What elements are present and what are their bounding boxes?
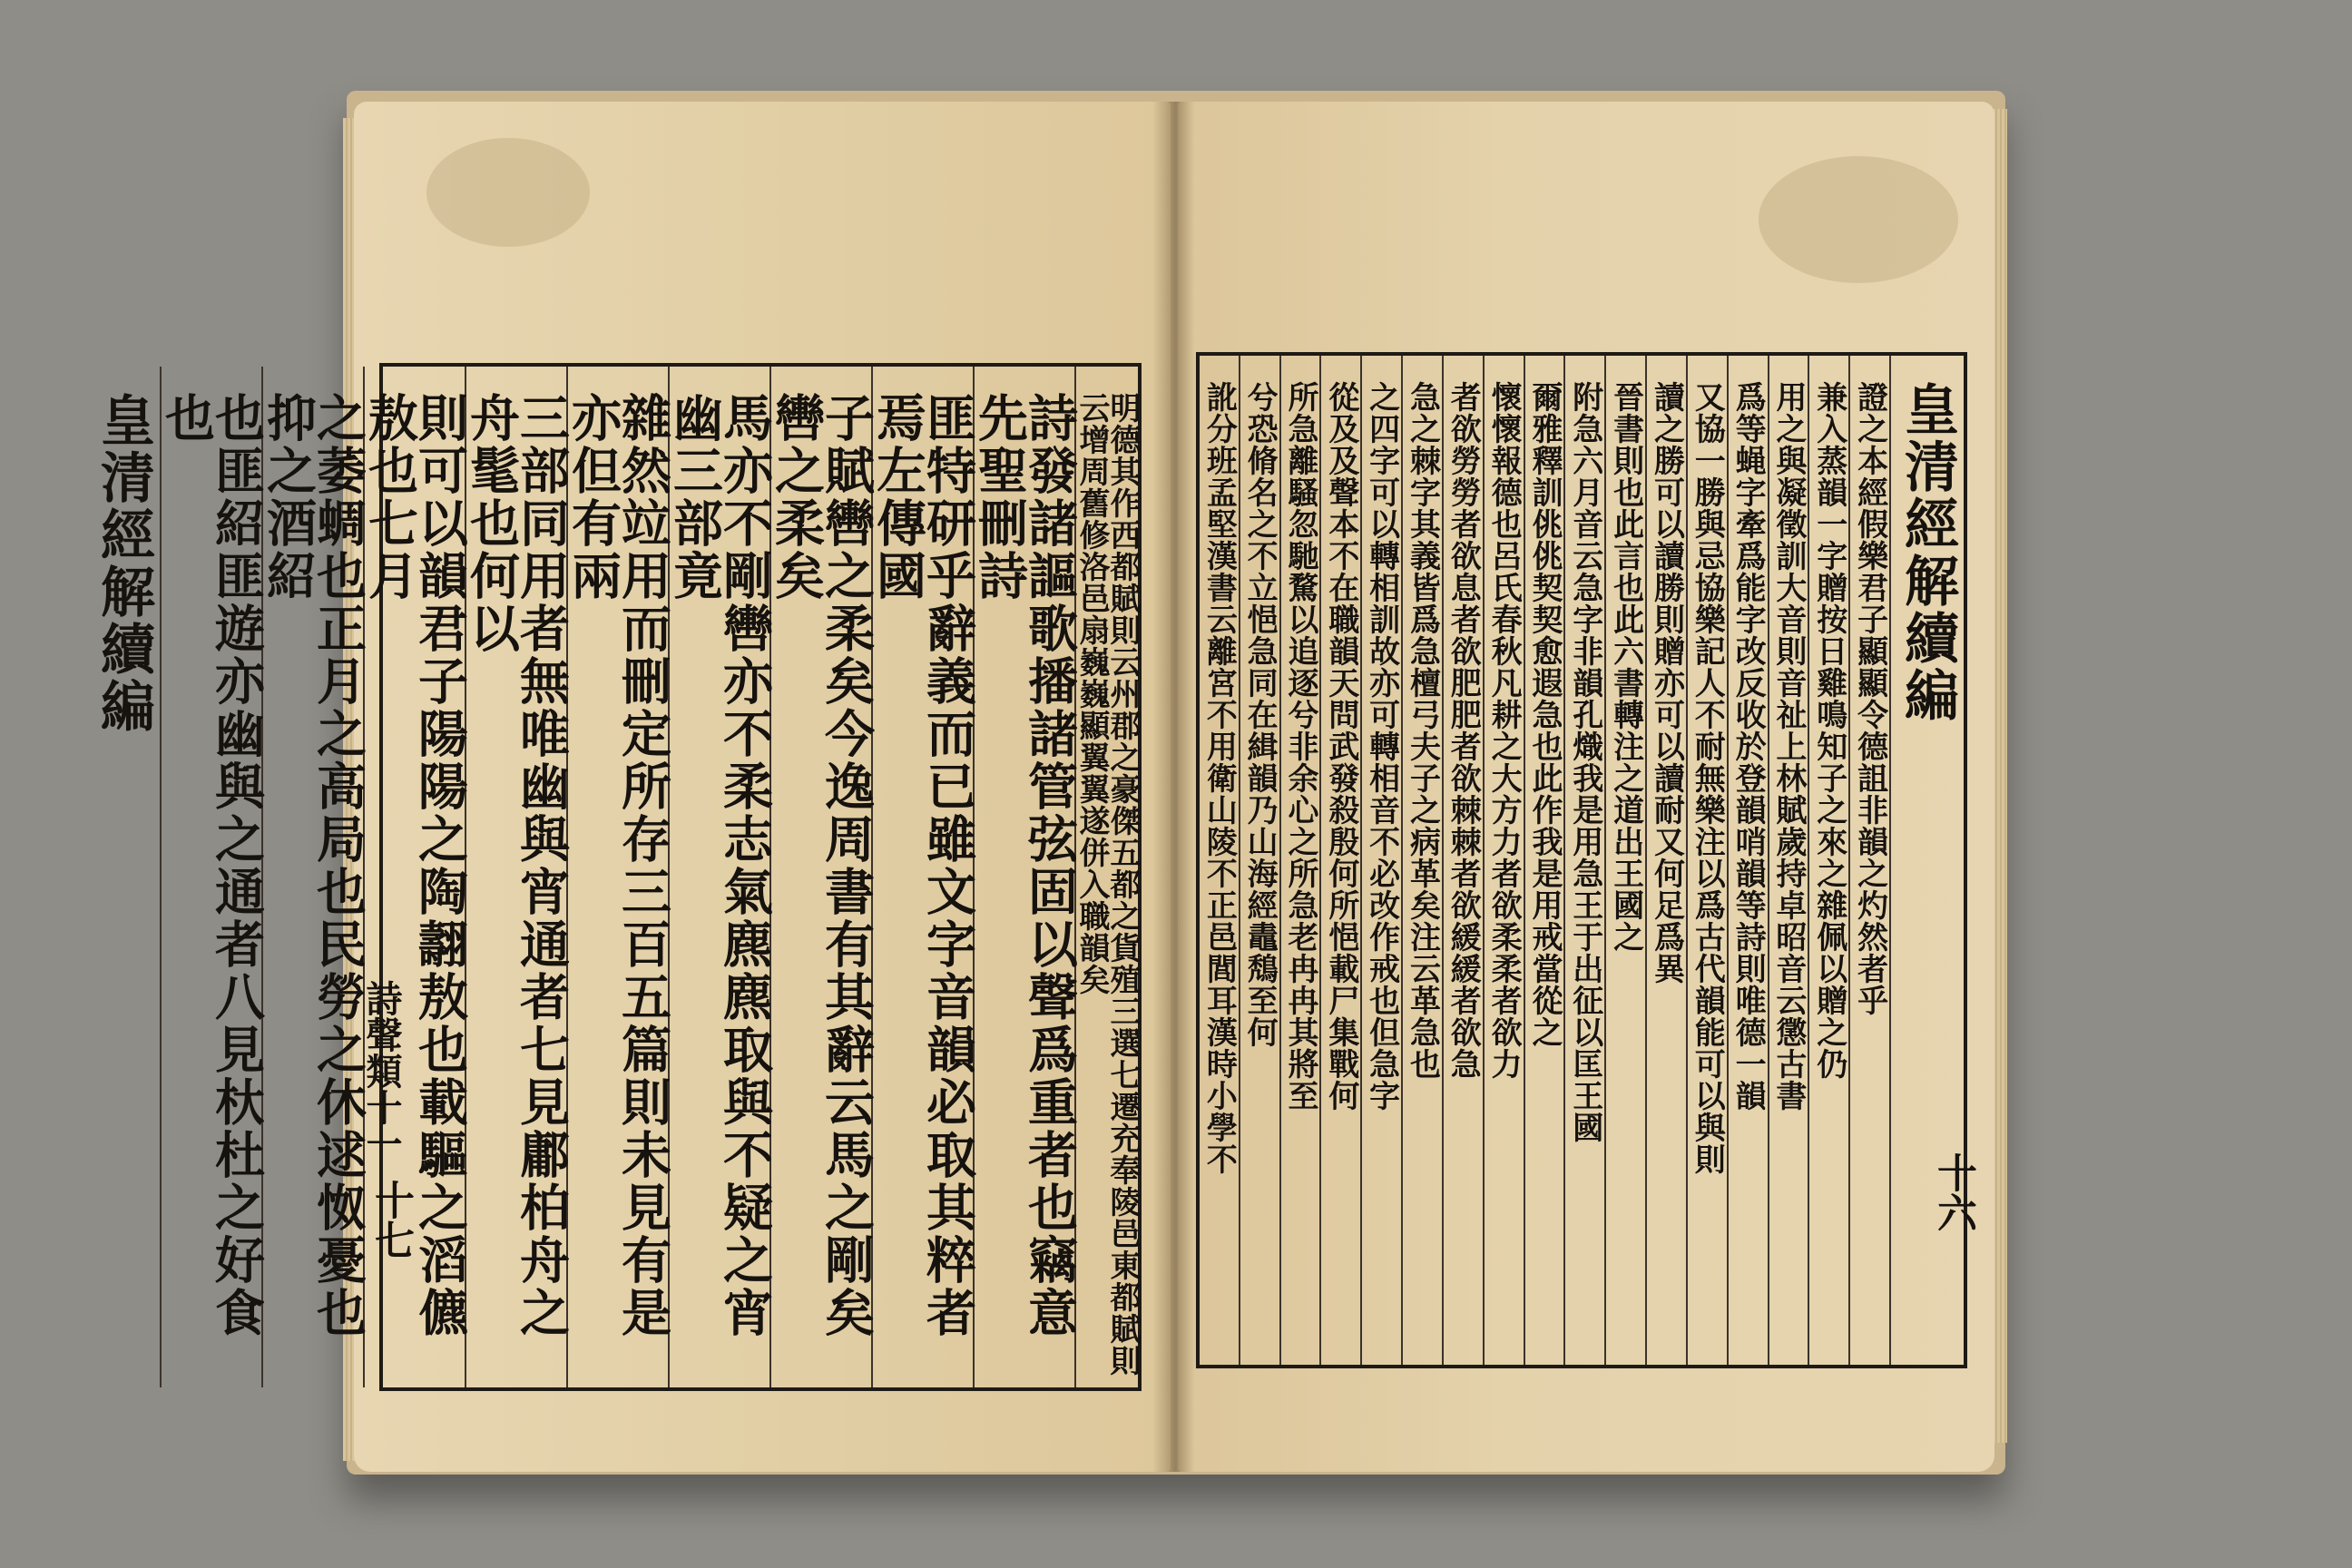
text-column xyxy=(1239,356,1279,1365)
column-text: 匪特研乎辭義而已雖文字音韻必取其粹者焉左傳國 xyxy=(868,392,977,1339)
text-column xyxy=(1645,356,1686,1365)
column-text: 詩發諸謳歌播諸管弦固以聲爲重者也竊意先聖刪詩 xyxy=(970,392,1079,1339)
text-column xyxy=(1319,356,1360,1365)
text-column xyxy=(1808,356,1848,1365)
text-column xyxy=(1524,356,1564,1365)
paper-stain xyxy=(426,138,590,247)
text-column xyxy=(1073,367,1141,1387)
folio-number: 十六 xyxy=(1930,1152,1976,1232)
right-text-frame xyxy=(1196,352,1967,1368)
text-column xyxy=(1848,356,1889,1365)
column-text: 則可以韻君子陽陽之陶翿敖也載驅之滔儦敖也七月 xyxy=(360,392,469,1339)
text-column xyxy=(564,367,672,1387)
text-column xyxy=(1727,356,1768,1365)
text-column xyxy=(970,367,1079,1387)
text-column xyxy=(1200,356,1239,1365)
column-text: 讀之勝可以讀勝則贈亦可以讀耐又何足爲異 xyxy=(1648,381,1685,985)
text-column xyxy=(1401,356,1442,1365)
text-column xyxy=(157,367,266,1387)
text-column xyxy=(767,367,876,1387)
text-column xyxy=(1442,356,1483,1365)
column-text: 者欲勞勞者欲息者欲肥肥者欲棘棘者欲緩緩者欲急 xyxy=(1445,381,1482,1080)
column-text: 所急離騷忽馳騖以追逐兮非余心之所急老冉冉其將至 xyxy=(1281,381,1318,1112)
book-title: 皇清經解續編 xyxy=(92,392,155,735)
column-text: 爾雅釋訓佻佻契契愈遐急也此作我是用戒當從之 xyxy=(1525,381,1563,1048)
column-text: 證之本經假樂君子顯顯令德詛非韻之灼然者乎 xyxy=(1851,381,1888,1016)
column-text: 三部同用者無唯幽與宵通者七見鄘柏舟之舟髦也何以 xyxy=(462,392,571,1339)
column-text: 兼入蒸韻一字贈按日雞鳴知子之來之雜佩以贈之仍 xyxy=(1810,381,1847,1080)
section-label: 詩聲類十一 xyxy=(360,980,403,1161)
text-column xyxy=(1686,356,1727,1365)
column-text: 子賦轡之柔矣今逸周書有其辭云馬之剛矣轡之柔矣 xyxy=(767,392,876,1339)
page-stack-right xyxy=(1993,109,2007,1443)
column-text: 又協一勝與忌協樂記人不耐無樂注以爲古代韻能可以與則 xyxy=(1689,381,1726,1175)
column-text: 之萎蜩也正月之高局也民勞之休逑怓憂也抑之酒紹 xyxy=(259,392,368,1339)
text-column xyxy=(1360,356,1401,1365)
title-column xyxy=(87,367,160,1387)
text-column xyxy=(1483,356,1524,1365)
column-text: 也匪紹匪遊亦幽與之通者八見杕杜之好食也 xyxy=(157,392,266,1339)
paper-stain xyxy=(1759,156,1958,283)
column-text: 明德其作西都賦則云州郡之豪傑五都之貨殖三選七遷充奉陵邑東都賦則云增周舊修洛邑扇巍巍顯翼翼遂併入職韻矣 xyxy=(1073,392,1141,1377)
column-text: 訛分班孟堅漢書云離宮不用衛山陵不正邑閭耳漢時小學不 xyxy=(1200,381,1238,1175)
book-title: 皇清經解續編 xyxy=(1896,381,1959,724)
text-column xyxy=(462,367,571,1387)
text-column xyxy=(868,367,977,1387)
text-column xyxy=(1563,356,1604,1365)
column-text: 雜然竝用而刪定所存三百五篇則未見有是亦但有兩 xyxy=(564,392,672,1339)
column-text: 爲等蝇字牽爲能字改反收於登韻哨韻等詩則唯德一韻 xyxy=(1730,381,1767,1112)
text-column xyxy=(1279,356,1320,1365)
text-column xyxy=(259,367,368,1387)
column-text: 之四字可以轉相訓故亦可轉相音不必改作戒也但急字 xyxy=(1363,381,1400,1112)
column-text: 從及及聲本不在職韻天問武發殺殷何所悒載尸集戰何 xyxy=(1322,381,1359,1112)
text-column xyxy=(1768,356,1808,1365)
column-text: 馬亦不剛轡亦不柔志氣麃麃取與不疑之宵幽三部竟 xyxy=(665,392,774,1339)
column-text: 急之棘字其義皆爲急檀弓夫子之病革矣注云革急也 xyxy=(1404,381,1441,1080)
text-column xyxy=(1604,356,1645,1365)
column-text: 懷懷報德也呂氏春秋凡耕之大方力者欲柔柔者欲力 xyxy=(1485,381,1523,1080)
folio-number: 十七 xyxy=(368,1180,414,1259)
book-gutter xyxy=(1152,102,1194,1472)
column-text: 用之與凝徵訓大音則音祉上林賦歲持卓昭音云懲古書 xyxy=(1769,381,1807,1112)
column-text: 晉書則也此言也此六書轉注之道出王國之 xyxy=(1607,381,1644,953)
column-text: 附急六月音云急字非韻孔熾我是用急王于出征以匡王國 xyxy=(1566,381,1603,1143)
text-column xyxy=(665,367,774,1387)
column-text: 兮恐脩名之不立悒急同在緝韻乃山海經鼃鵚至何 xyxy=(1241,381,1279,1048)
left-text-frame xyxy=(92,363,1142,1391)
right-columns xyxy=(1200,356,1964,1365)
